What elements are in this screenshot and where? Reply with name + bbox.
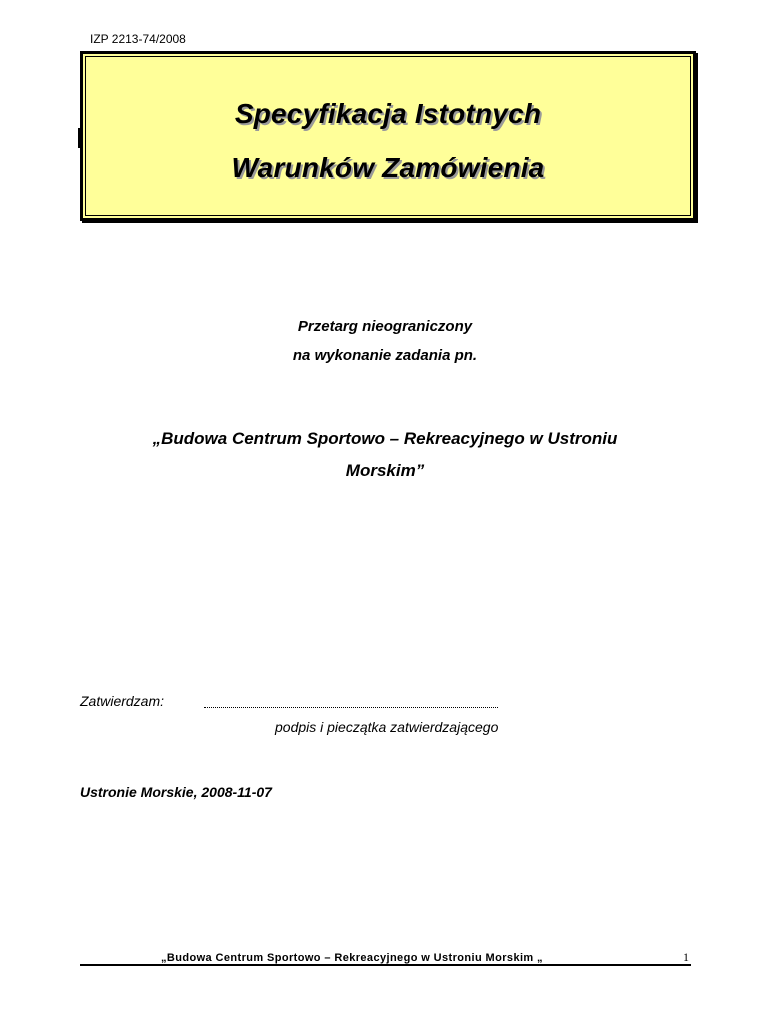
reference-number: IZP 2213-74/2008 bbox=[90, 32, 186, 46]
title-line-2: Warunków Zamówienia bbox=[231, 152, 545, 183]
footer-text: „Budowa Centrum Sportowo – Rekreacyjnego w Ustroniu Morskim „ bbox=[161, 952, 543, 964]
title-line-1: Specyfikacja Istotnych bbox=[234, 98, 542, 129]
tender-type: Przetarg nieograniczony bbox=[297, 318, 473, 335]
title-box bbox=[80, 51, 696, 221]
approval-label: Zatwierdzam: bbox=[80, 693, 165, 709]
title-box-inner-border bbox=[85, 56, 691, 216]
tender-subject-intro: na wykonanie zadania pn. bbox=[292, 347, 478, 364]
signature-caption: podpis i pieczątka zatwierdzającego bbox=[275, 719, 499, 735]
place-and-date: Ustronie Morskie, 2008-11-07 bbox=[80, 784, 272, 800]
footer-rule bbox=[80, 964, 691, 966]
project-name-line-1: „Budowa Centrum Sportowo – Rekreacyjnego w Ustroniu bbox=[152, 429, 618, 448]
signature-line bbox=[204, 707, 498, 708]
project-name-line-2: Morskim” bbox=[345, 461, 425, 480]
page-number: 1 bbox=[683, 950, 689, 964]
